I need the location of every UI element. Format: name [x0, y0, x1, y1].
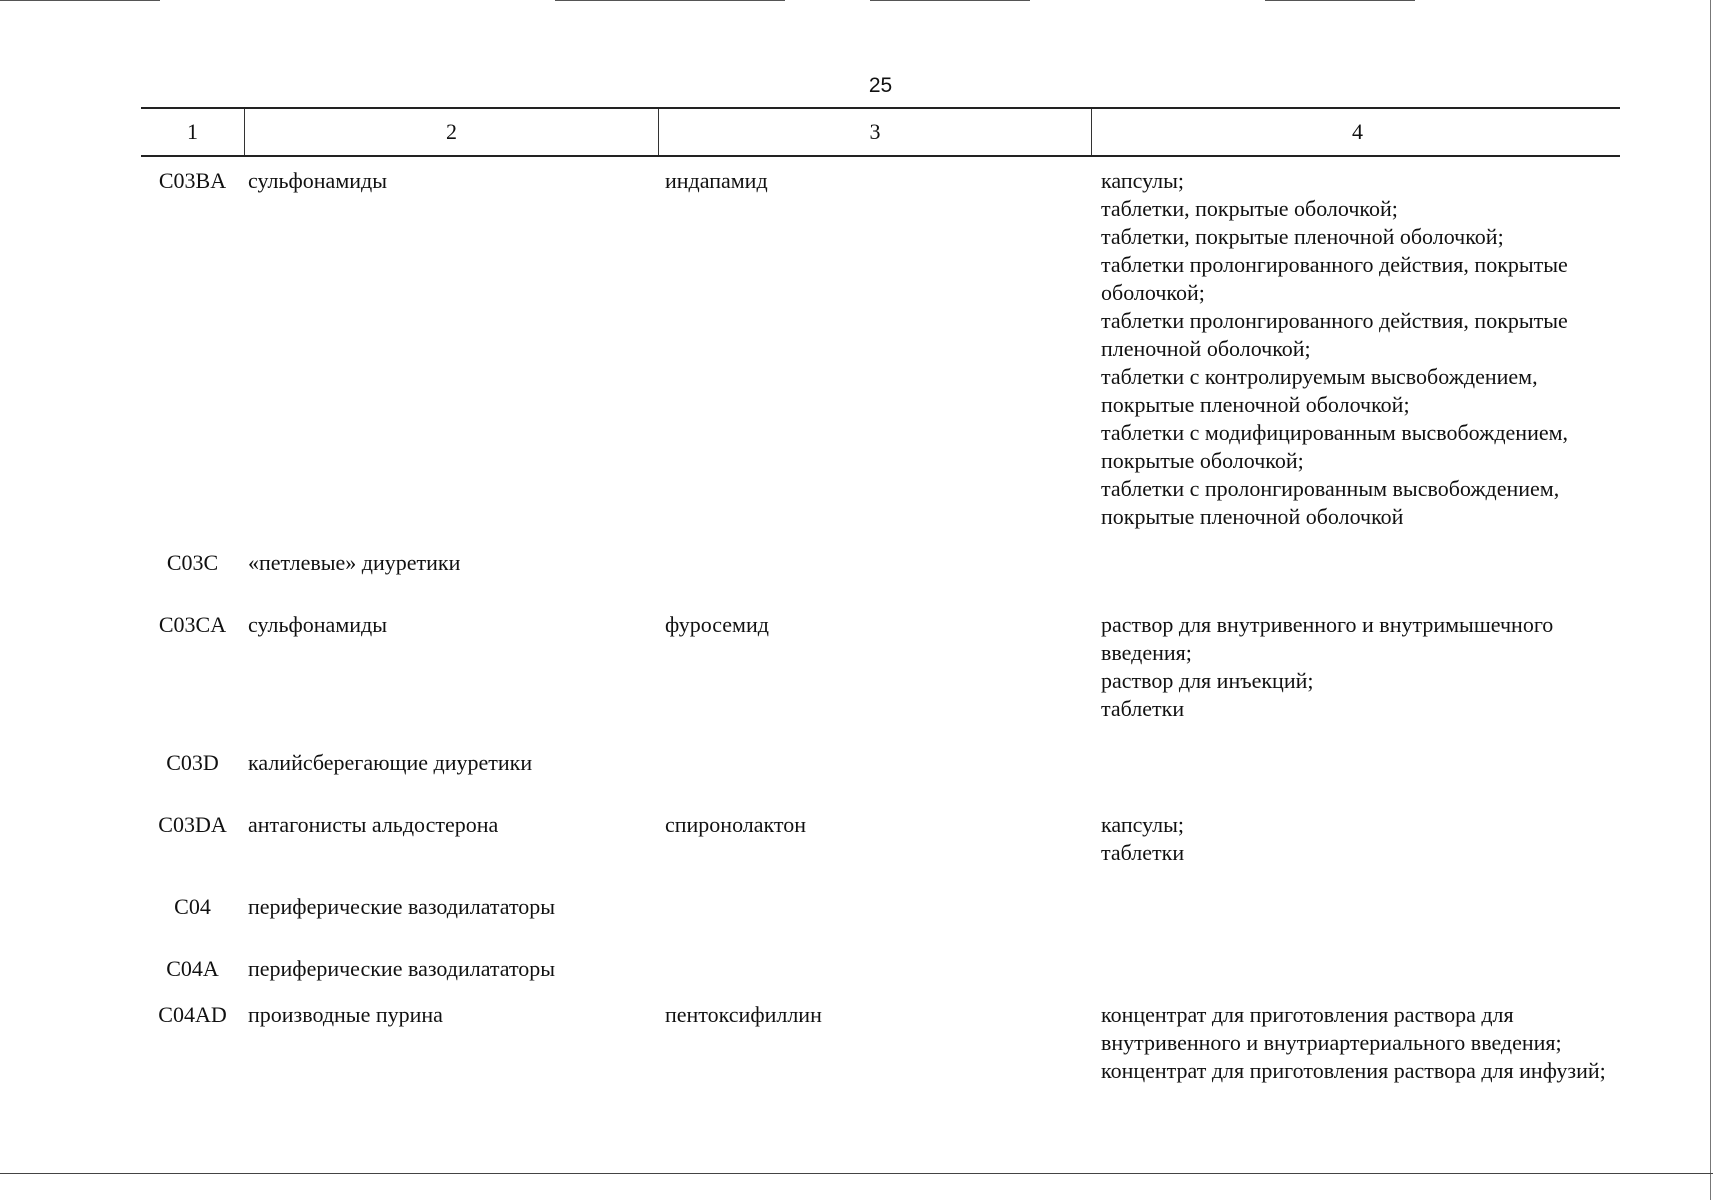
- drug-name: [661, 955, 1097, 983]
- table-row: [141, 611, 1620, 723]
- atc-code: C04: [174, 894, 211, 919]
- dosage-form-item: таблетки, покрытые пленочной оболочкой;: [1101, 224, 1504, 249]
- dosage-form-item: таблетки с контролируемым высвобождением, покрытые пленочной оболочкой;: [1101, 364, 1538, 417]
- anatomical-group: периферические вазодилататоры: [248, 956, 556, 981]
- table-row: [141, 811, 1620, 867]
- anatomical-group: периферические вазодилататоры: [248, 894, 556, 919]
- dosage-form-item: таблетки: [1101, 840, 1185, 865]
- table-row: [141, 167, 1620, 531]
- dosage-form-list: [1101, 811, 1632, 867]
- header-col-2: 2: [244, 109, 658, 155]
- drug-name: [661, 749, 1097, 777]
- dosage-forms: [1097, 811, 1632, 867]
- atc-code: C04AD: [158, 1002, 227, 1027]
- dosage-forms: [1097, 1001, 1632, 1085]
- drug-name: индапамид: [665, 168, 768, 193]
- drug-name: [661, 893, 1097, 921]
- scan-edge-bottom: [0, 1173, 1713, 1174]
- dosage-forms: [1097, 893, 1632, 921]
- scan-edge-top: [555, 0, 785, 1]
- dosage-form-item: таблетки пролонгированного действия, покрытые оболочкой;: [1101, 252, 1568, 305]
- anatomical-group: калийсберегающие диуретики: [248, 750, 533, 775]
- dosage-form-list: [1101, 167, 1632, 531]
- header-col-4: 4: [1091, 109, 1623, 155]
- dosage-form-list: [1101, 1001, 1632, 1085]
- atc-code: C04A: [166, 956, 219, 981]
- anatomical-group: «петлевые» диуретики: [248, 550, 461, 575]
- dosage-form-item: раствор для инъекций;: [1101, 668, 1314, 693]
- table-row: [141, 955, 1620, 983]
- dosage-form-item: таблетки с модифицированным высвобождением, покрытые оболочкой;: [1101, 420, 1569, 473]
- drug-name: спиронолактон: [665, 812, 807, 837]
- dosage-forms: [1097, 611, 1632, 723]
- atc-code: C03BA: [158, 168, 227, 193]
- dosage-form-list: [1101, 611, 1632, 723]
- dosage-form-item: капсулы;: [1101, 168, 1184, 193]
- atc-code: C03C: [166, 550, 219, 575]
- atc-code: C03DA: [158, 812, 227, 837]
- dosage-forms: [1097, 955, 1632, 983]
- page-number: 25: [868, 74, 893, 97]
- table-body: [141, 157, 1620, 1085]
- table-row: [141, 549, 1620, 577]
- header-col-1: 1: [187, 119, 198, 144]
- dosage-form-item: капсулы;: [1101, 812, 1184, 837]
- scan-edge-right: [1710, 0, 1711, 1200]
- table-header: [141, 107, 1620, 157]
- drug-name: фуросемид: [665, 612, 769, 637]
- table-row: [141, 893, 1620, 921]
- dosage-forms: [1097, 167, 1632, 531]
- dosage-form-item: раствор для внутривенного и внутримышечного введения;: [1101, 612, 1554, 665]
- dosage-form-item: таблетки пролонгированного действия, покрытые пленочной оболочкой;: [1101, 308, 1568, 361]
- anatomical-group: производные пурина: [248, 1002, 443, 1027]
- dosage-forms: [1097, 549, 1632, 577]
- atc-code: C03CA: [158, 612, 227, 637]
- drug-name: [661, 549, 1097, 577]
- scan-edge-top: [1265, 0, 1415, 1]
- drug-table: [141, 107, 1620, 1103]
- dosage-form-item: таблетки, покрытые оболочкой;: [1101, 196, 1398, 221]
- scan-edge-top: [0, 0, 160, 1]
- anatomical-group: сульфонамиды: [248, 612, 387, 637]
- scan-edge-top: [870, 0, 1030, 1]
- dosage-forms: [1097, 749, 1632, 777]
- dosage-form-item: концентрат для приготовления раствора для инфузий;: [1101, 1058, 1606, 1083]
- table-row: [141, 749, 1620, 777]
- table-row: [141, 1001, 1620, 1085]
- dosage-form-item: таблетки с пролонгированным высвобождением, покрытые пленочной оболочкой: [1101, 476, 1560, 529]
- drug-name: пентоксифиллин: [665, 1002, 822, 1027]
- dosage-form-item: таблетки: [1101, 696, 1185, 721]
- anatomical-group: сульфонамиды: [248, 168, 387, 193]
- header-col-3: 3: [658, 109, 1091, 155]
- dosage-form-item: концентрат для приготовления раствора для внутривенного и внутриартериального введения;: [1101, 1002, 1562, 1055]
- atc-code: C03D: [166, 750, 219, 775]
- anatomical-group: антагонисты альдостерона: [248, 812, 499, 837]
